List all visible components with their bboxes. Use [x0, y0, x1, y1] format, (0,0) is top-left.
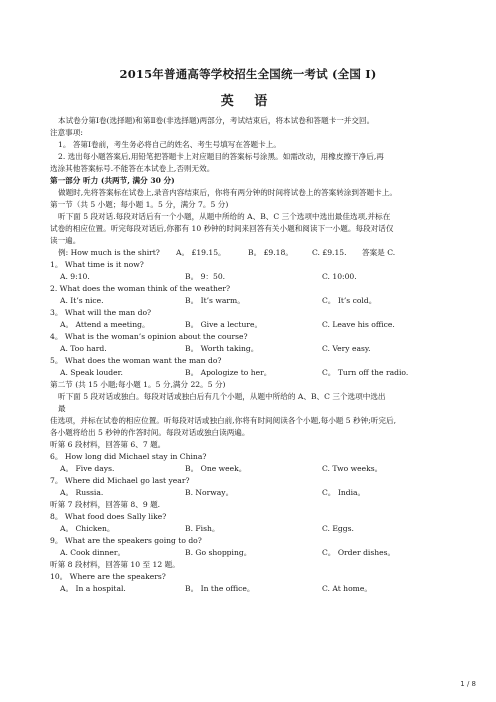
- exam-title: 2015年普通高等学校招生全国统一考试 (全国 I): [119, 67, 377, 81]
- option-a: A. Speak louder.: [60, 368, 123, 377]
- section2-desc: 听下面 5 段对话或独白。每段对话或独白后有几个小题，从题中所给的 A、B、C 三个选项中选出: [58, 392, 386, 401]
- option-c: C. Eggs.: [322, 524, 354, 533]
- option-c: C。 Order dishes。: [322, 548, 396, 557]
- options-row: [50, 583, 460, 595]
- option-b: B。 9：50.: [185, 272, 226, 281]
- option-b: B. Go shopping。: [185, 548, 252, 557]
- option-c: C. Two weeks。: [322, 464, 383, 473]
- note-2-cont: 选涂其他答案标号.不能答在本试卷上,否则无效。: [50, 164, 215, 173]
- options-row: [50, 367, 460, 379]
- question: 10。 Where are the speakers?: [50, 572, 166, 581]
- question: 1。 What time is it now?: [50, 260, 144, 269]
- section2-desc-cont2: 佳选项，并标在试卷的相应位置。听每段对话或独白前,你将有时间阅读各个小题,每小题 5 秒钟;听完后,: [50, 416, 396, 425]
- notes-heading: 注意事项:: [50, 128, 83, 137]
- section2-title: 第二节 (共 15 小题;每小题 1。5 分,满分 22。5 分): [50, 380, 226, 389]
- question: 4。 What is the woman’s opinion about the course?: [50, 332, 248, 341]
- section2-desc-end: 各小题将给出 5 秒钟的作答时间。每段对话或独白读两遍。: [50, 428, 250, 437]
- example-option-c: C. £9.15.: [312, 248, 347, 257]
- option-c: C. 10:00.: [322, 272, 357, 281]
- material-6-note: 听第 6 段材料，回答第 6、7 题。: [50, 440, 166, 449]
- section1-desc-cont: 试卷的相应位置。听完每段对话后,你都有 10 秒钟的时间来回答有关小题和阅读下一小题。每段对话仅: [50, 224, 394, 233]
- options-row: [50, 523, 460, 535]
- option-b: B。 In the office。: [185, 584, 255, 593]
- page-number: 1 / 8: [460, 680, 476, 688]
- example-question: [50, 247, 460, 259]
- question: 5。 What does the woman want the man do?: [50, 356, 222, 365]
- option-a: A。 Chicken。: [60, 524, 115, 533]
- questions-section1: [50, 259, 460, 379]
- option-c: C. Very easy.: [322, 344, 371, 353]
- part1-description: 做题时,先将答案标在试卷上,录音内容结束后，你将有两分钟的时间将试卷上的答案转涂到答题卡上。: [58, 188, 397, 197]
- option-c: C。 Turn off the radio.: [322, 368, 409, 377]
- option-c: C。 It’s cold。: [322, 296, 377, 305]
- section1-title: 第一节（共 5 小题；每小题 1。5 分，满分 7。5 分): [50, 200, 229, 209]
- intro-text: 本试卷分第Ⅰ卷(选择题)和第Ⅱ卷(非选择题)两部分，考试结束后，将本试卷和答题卡一并交回。: [58, 116, 375, 125]
- example-option-b: B。 £9.18。: [248, 248, 293, 257]
- options-row: [50, 487, 460, 499]
- question: 3。 What will the man do?: [50, 308, 152, 317]
- question: 2. What does the woman think of the weather?: [50, 284, 231, 293]
- option-a: A. 9:10.: [60, 272, 90, 281]
- question: 6。 How long did Michael stay in China?: [50, 452, 207, 461]
- option-b: B。 One week。: [185, 464, 247, 473]
- example-option-a: A。 £19.15。: [176, 248, 226, 257]
- example-answer: 答案是 C.: [362, 248, 396, 257]
- option-a: A. It’s nice.: [60, 296, 104, 305]
- option-a: A。 In a hospital.: [60, 584, 126, 593]
- option-a: A。 Five days.: [60, 464, 115, 473]
- note-2: 2. 选出每小题答案后,用铅笔把答题卡上对应题目的答案标号涂黑。如需改动，用橡皮擦干净后,再: [58, 152, 384, 161]
- options-row: [50, 295, 460, 307]
- note-1: 1。 答第Ⅰ卷前，考生务必将自己的姓名、考生号填写在答题卡上。: [58, 140, 281, 149]
- example-text: 例: How much is the shirt?: [58, 248, 160, 257]
- options-row: [50, 319, 460, 331]
- option-a: A。 Russia.: [60, 488, 104, 497]
- option-b: B。 Worth taking。: [185, 344, 259, 353]
- option-a: A. Too hard.: [60, 344, 107, 353]
- subject-heading: 英 语: [220, 94, 276, 109]
- options-row: [50, 547, 460, 559]
- material-8-note: 听第 8 段材料，回答第 10 至 12 题。: [50, 560, 180, 569]
- option-c: C. Leave his office.: [322, 320, 395, 329]
- options-row: [50, 463, 460, 475]
- option-c: C. At home。: [322, 584, 372, 593]
- option-c: C。 India。: [322, 488, 366, 497]
- part1-heading: 第一部分 听力 (共两节, 满分 30 分): [50, 176, 175, 185]
- document-body: [50, 115, 460, 595]
- option-b: B。 It’s warm。: [185, 296, 245, 305]
- option-b: B。 Apologize to her。: [185, 368, 272, 377]
- section2-desc-cont: 最: [58, 404, 66, 413]
- option-a: A. Cook dinner。: [60, 548, 126, 557]
- section1-desc-end: 读一遍。: [50, 236, 81, 245]
- section1-desc: 听下面 5 段对话.每段对话后有一个小题，从题中所给的 A、B、C 三个选项中选出最佳选项,并标在: [58, 212, 391, 221]
- option-b: B. Fish。: [185, 524, 220, 533]
- question: 9。 What are the speakers going to do?: [50, 536, 202, 545]
- option-a: A。 Attend a meeting。: [60, 320, 150, 329]
- question: 7。 Where did Michael go last year?: [50, 476, 190, 485]
- material-7-note: 听第 7 段材料，回答第 8、9 题.: [50, 500, 161, 509]
- option-b: B。 Give a lecture。: [185, 320, 263, 329]
- option-b: B. Norway。: [185, 488, 234, 497]
- options-row: [50, 271, 460, 283]
- question: 8。 What food does Sally like?: [50, 512, 167, 521]
- options-row: [50, 343, 460, 355]
